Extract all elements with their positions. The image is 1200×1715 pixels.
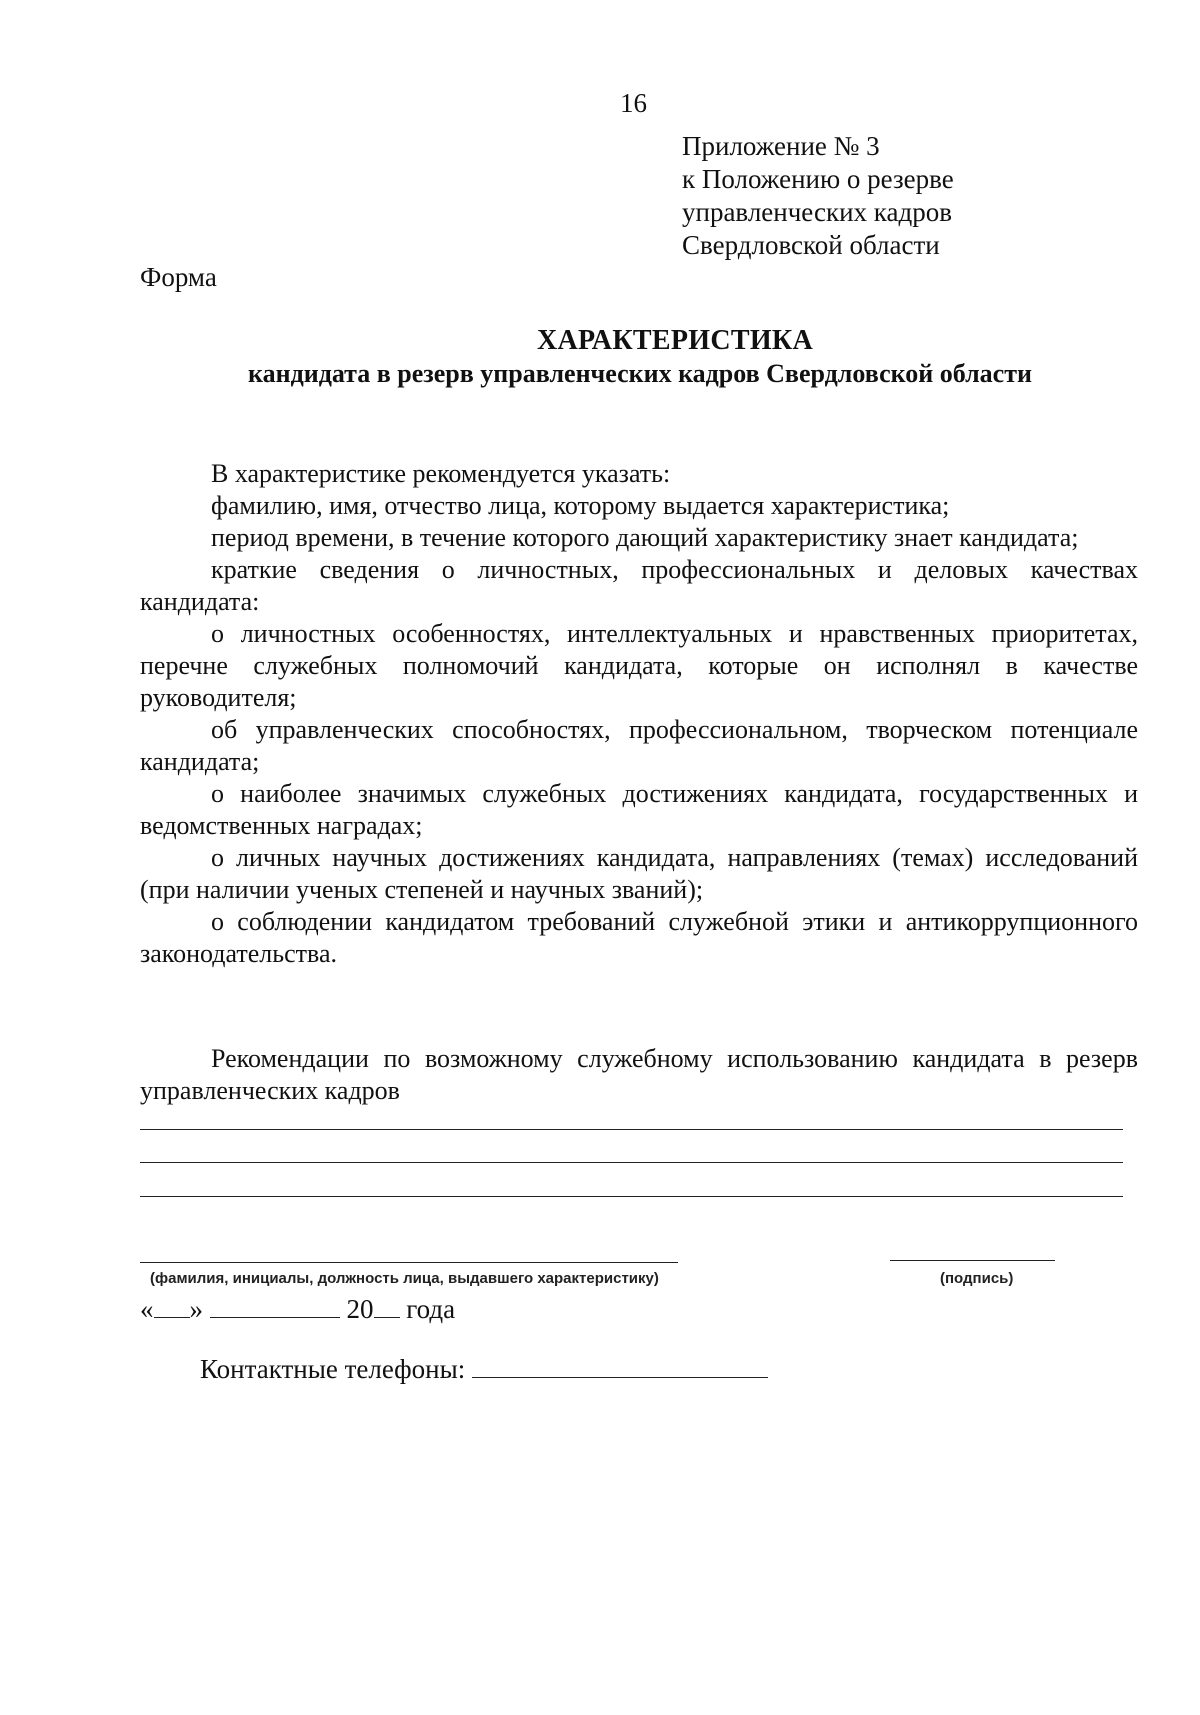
signature-caption: (подпись)	[940, 1270, 1014, 1287]
instruction-paragraph: о соблюдении кандидатом требований служебной этики и антикоррупционного законодательства.	[140, 907, 1138, 968]
document-title: ХАРАКТЕРИСТИКА	[536, 325, 814, 356]
recommendations-line-3[interactable]	[140, 1196, 1123, 1197]
date-open-quote: «	[140, 1294, 154, 1324]
recommendations-line-1[interactable]	[140, 1129, 1123, 1130]
instruction-paragraph: фамилию, имя, отчество лица, которому выдается характеристика;	[211, 491, 950, 520]
year-suffix: года	[406, 1294, 456, 1324]
date-close-quote: »	[189, 1294, 203, 1324]
signature-line[interactable]	[890, 1260, 1055, 1261]
instruction-paragraph: о личностных особенностях, интеллектуальных и нравственных приоритетах, перечне служебных полномочий кандидата, которые он исполнял в качестве руководителя;	[140, 619, 1138, 712]
year-blank[interactable]	[374, 1293, 400, 1318]
contacts-label: Контактные телефоны:	[200, 1354, 466, 1384]
contacts-line	[200, 1353, 768, 1385]
page-number: 16	[620, 88, 647, 118]
appendix-line-1: Приложение № 3	[682, 131, 880, 161]
date-line	[140, 1293, 455, 1325]
issuer-name-caption: (фамилия, инициалы, должность лица, выдавшего характеристику)	[150, 1270, 659, 1287]
appendix-line-2: к Положению о резерве	[682, 164, 954, 194]
day-blank[interactable]	[154, 1293, 190, 1318]
document-subtitle: кандидата в резерв управленческих кадров Свердловской области	[248, 359, 1032, 388]
instruction-paragraph: о личных научных достижениях кандидата, направлениях (темах) исследований (при наличии ученых степеней и научных званий);	[140, 843, 1138, 904]
instruction-paragraph: об управленческих способностях, профессиональном, творческом потенциале кандидата;	[140, 715, 1138, 776]
month-blank[interactable]	[210, 1293, 340, 1318]
form-label: Форма	[140, 262, 217, 292]
instruction-paragraph: период времени, в течение которого дающий характеристику знает кандидата;	[211, 523, 1079, 552]
instructions-body	[140, 458, 1138, 970]
recommendations-text: Рекомендации по возможному служебному использованию кандидата в резерв управленческих кадров	[140, 1044, 1138, 1105]
issuer-name-line[interactable]	[140, 1262, 678, 1263]
instruction-paragraph: краткие сведения о личностных, профессиональных и деловых качествах кандидата:	[140, 555, 1138, 616]
appendix-line-4: Свердловской области	[682, 230, 940, 260]
contacts-phone-field[interactable]	[472, 1353, 768, 1378]
appendix-line-3: управленческих кадров	[682, 197, 952, 227]
instruction-paragraph: о наиболее значимых служебных достижениях кандидата, государственных и ведомственных наградах;	[140, 779, 1138, 840]
appendix-reference	[682, 130, 954, 262]
year-prefix: 20	[346, 1294, 374, 1324]
instruction-paragraph: В характеристике рекомендуется указать:	[211, 459, 671, 488]
recommendations-line-2[interactable]	[140, 1162, 1123, 1163]
